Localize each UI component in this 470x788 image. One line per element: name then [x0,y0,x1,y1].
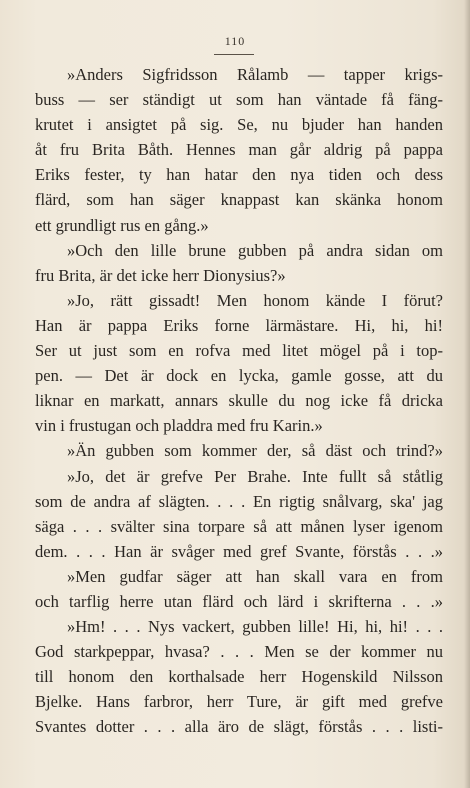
text-line: »Och den lille brune gubben på andra sidan om [67,240,443,260]
text-line: Ser ut just som en rofva med litet mögel på i top- [35,341,443,361]
text-line: »Men gudfar säger att han skall vara en from [67,566,443,586]
text-line: Eriks fester, ty han hatar den nya tiden och dess [35,165,443,185]
text-line: Svantes dotter . . . alla äro de slägt, förstås . . . listi- [35,717,443,737]
text-line: åt fru Brita Båth. Hennes man går aldrig på pappa [35,140,443,160]
text-line: till honom den korthalsade herr Hogenskild Nilsson [35,667,443,687]
text-line: Bjelke. Hans farbror, herr Ture, är gift med grefve [35,692,443,712]
text-line: ett grundligt rus en gång.» [35,215,209,235]
text-line: pen. — Det är dock en lycka, gamle gosse, att du [35,366,443,386]
text-line: säga . . . svälter sina torpare så att månen lyser igenom [35,516,443,536]
body-text [35,62,443,740]
page-edge-shadow [464,0,470,788]
text-line: Han är pappa Eriks forne lärmästare. Hi, hi, hi! [35,315,443,335]
text-line: krutet i ansigtet på sig. Se, nu bjuder han handen [35,115,443,135]
text-line: vin i frustugan och pladdra med fru Karin.» [35,416,323,436]
text-line: »Anders Sigfridsson Rålamb — tapper krigs- [67,65,443,84]
text-line: flärd, som han säger knappast kan skänka honom [35,190,443,210]
text-line: God starkpeppar, hvasa? . . . Men se der kommer nu [35,642,443,662]
text-line: buss — ser ständigt ut som han väntade få fäng- [35,90,443,110]
text-line: »Jo, det är grefve Per Brahe. Inte fullt så ståtlig [67,466,443,486]
text-line: som de andra af slägten. . . . En rigtig snålvarg, ska' jag [35,491,443,511]
text-line: dem. . . . Han är svåger med gref Svante, förstås . . .» [35,541,443,561]
text-line: fru Brita, är det icke herr Dionysius?» [35,265,286,285]
text-line: »Jo, rätt gissadt! Men honom kände I förut? [67,290,443,310]
text-line: »Hm! . . . Nys vackert, gubben lille! Hi, hi, hi! . . . [67,617,443,637]
text-line: och tarflig herre utan flärd och lärd i skrifterna . . .» [35,591,443,611]
text-line: »Än gubben som kommer der, så däst och trind?» [67,441,443,461]
page-number: 110 [224,34,246,48]
header-rule [214,54,254,55]
text-line: liknar en markatt, annars skulle du nog icke få dricka [35,391,443,411]
